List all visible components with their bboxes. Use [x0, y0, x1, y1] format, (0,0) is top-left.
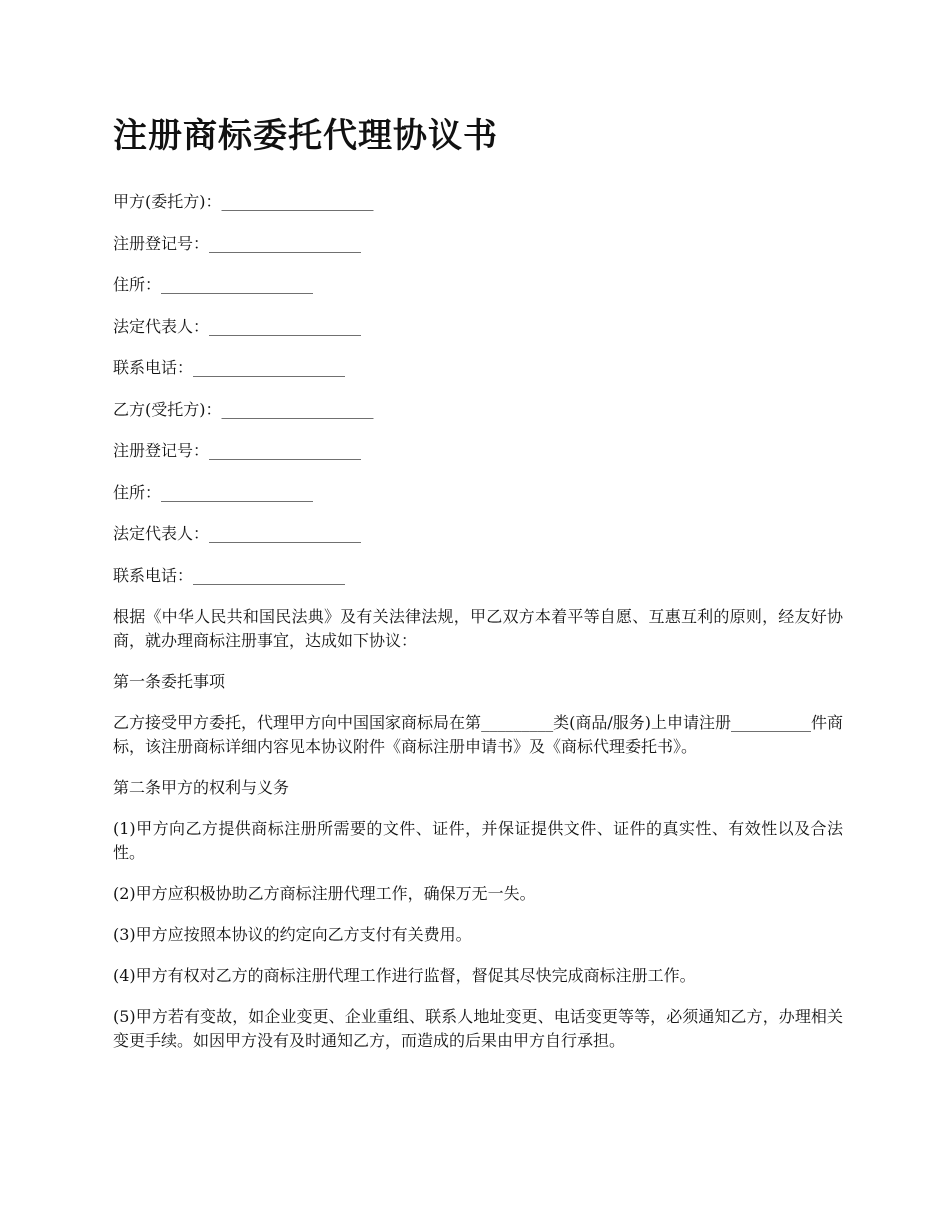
party-b-address-field: 住所：___________________ — [113, 482, 314, 502]
party-a-name-field: 甲方(委托方)：___________________ — [113, 192, 374, 211]
article-1 — [113, 670, 843, 759]
document-page — [113, 112, 843, 1070]
article-2-clause-4: (4)甲方有权对乙方的商标注册代理工作进行监督，督促其尽快完成商标注册工作。 — [113, 966, 696, 985]
party-b-phone-field: 联系电话：___________________ — [113, 565, 346, 585]
party-b-representative-field: 法定代表人：___________________ — [113, 524, 362, 543]
party-a-address-field: 住所：___________________ — [113, 275, 314, 294]
article-2-clause-3: (3)甲方应按照本协议的约定向乙方支付有关费用。 — [113, 925, 472, 944]
article-2-clause-5: (5)甲方若有变故，如企业变更、企业重组、联系人地址变更、电话变更等等，必须通知乙方，办理相关变更手续。如因甲方没有及时通知乙方，而造成的后果由甲方自行承担。 — [113, 1007, 843, 1050]
article-1-heading: 第一条委托事项 — [113, 672, 226, 691]
article-1-paragraph: 乙方接受甲方委托，代理甲方向中国国家商标局在第_________类(商品/服务)上申请注册__________件商标，该注册商标详细内容见本协议附件《商标注册申请书》及《商标代理委托书》。 — [113, 713, 843, 756]
article-2-heading: 第二条甲方的权利与义务 — [113, 778, 290, 797]
party-a-phone-field: 联系电话：___________________ — [113, 358, 346, 377]
intro-paragraph: 根据《中华人民共和国民法典》及有关法律法规，甲乙双方本着平等自愿、互惠互利的原则，经友好协商，就办理商标注册事宜，达成如下协议： — [113, 607, 843, 650]
document-title: 注册商标委托代理协议书 — [113, 116, 498, 156]
article-2-clause-2: (2)甲方应积极协助乙方商标注册代理工作，确保万无一失。 — [113, 884, 536, 903]
party-b-info — [113, 398, 843, 588]
article-2-clause-1: (1)甲方向乙方提供商标注册所需要的文件、证件，并保证提供文件、证件的真实性、有效性以及合法性。 — [113, 819, 843, 862]
party-b-name-field: 乙方(受托方)：___________________ — [113, 399, 374, 419]
article-2 — [113, 776, 843, 1053]
party-b-registration-field: 注册登记号：___________________ — [113, 441, 362, 460]
party-a-registration-field: 注册登记号：___________________ — [113, 233, 362, 253]
party-a-info — [113, 190, 843, 380]
party-a-representative-field: 法定代表人：___________________ — [113, 316, 362, 336]
